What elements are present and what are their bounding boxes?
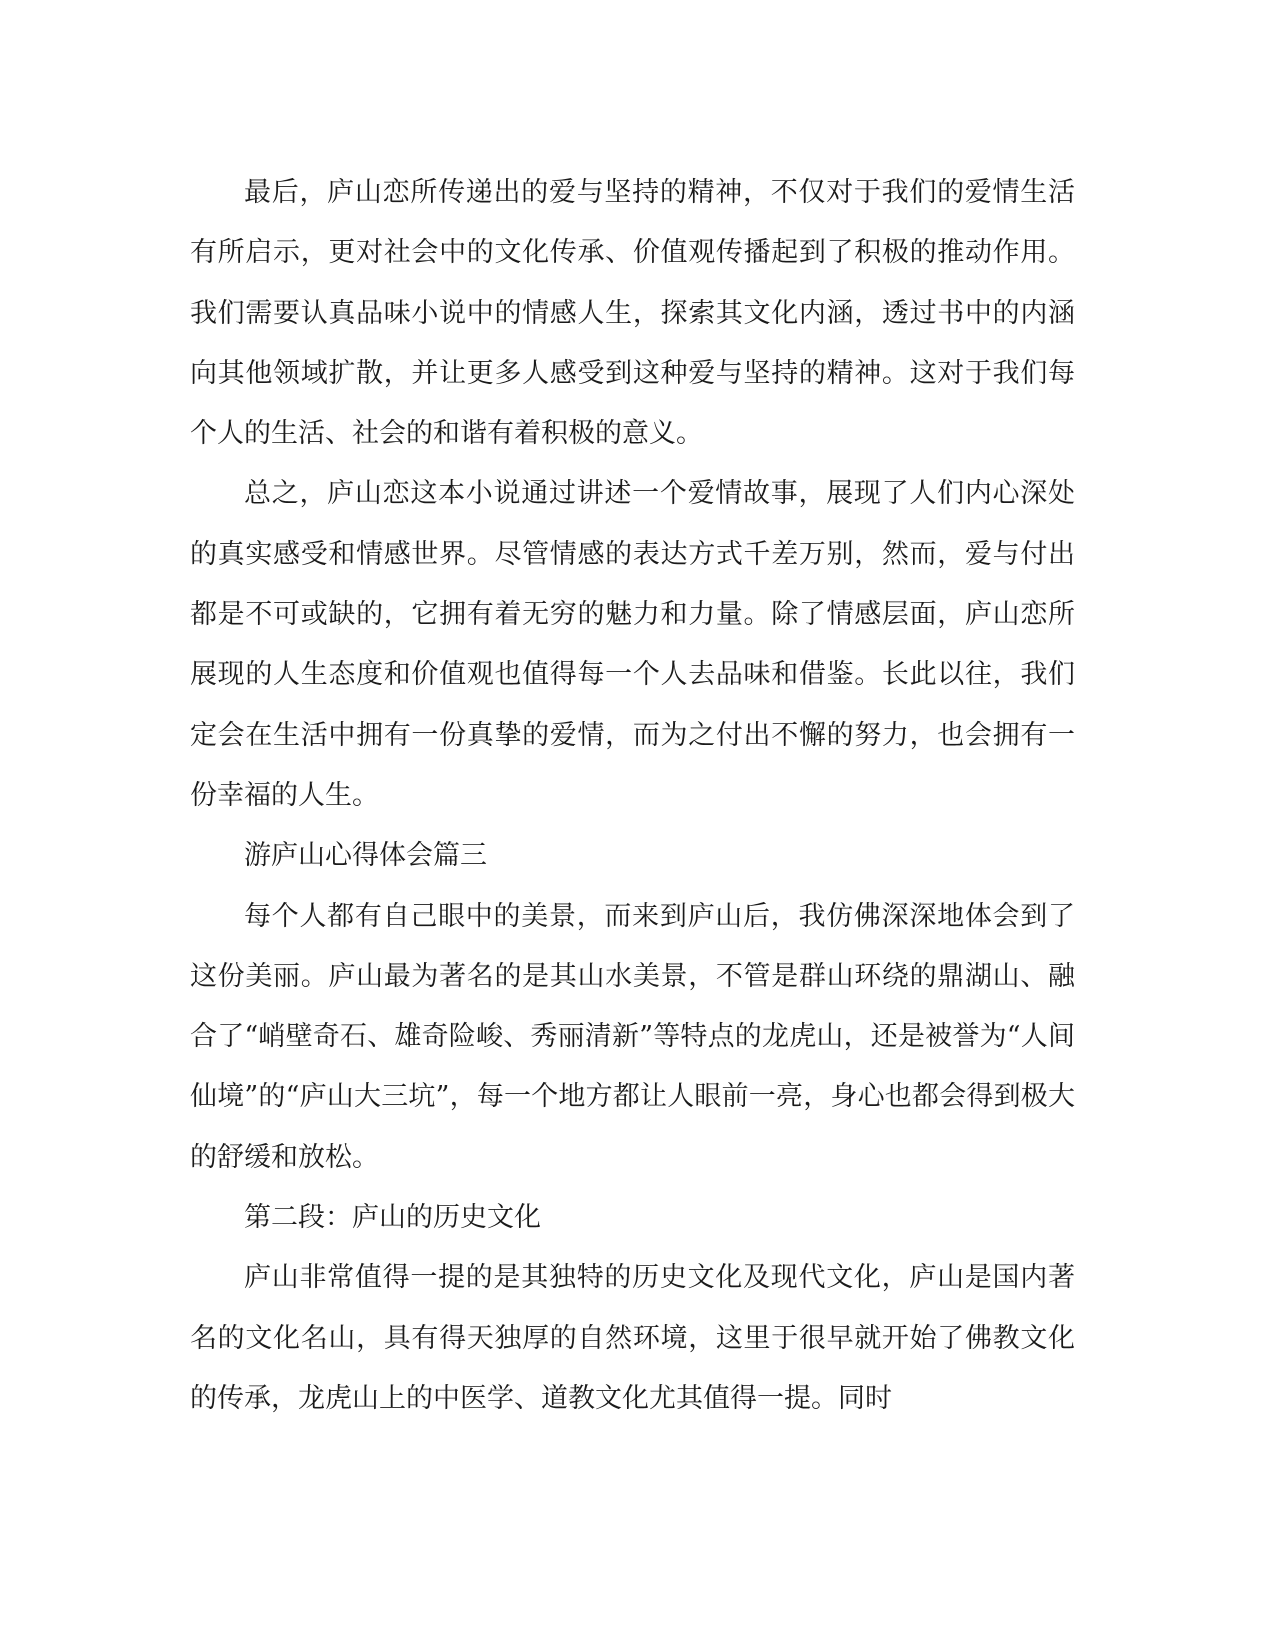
document-body <box>190 163 1075 1429</box>
paragraph-summary: 总之，庐山恋这本小说通过讲述一个爱情故事，展现了人们内心深处的真实感受和情感世界。尽管情感的表达方式千差万别，然而，爱与付出都是不可或缺的，它拥有着无穷的魅力和力量。除了情感层面，庐山恋所展现的人生态度和价值观也值得每一个人去品味和借鉴。长此以往，我们定会在生活中拥有一份真挚的爱情，而为之付出不懈的努力，也会拥有一份幸福的人生。 <box>190 478 1075 811</box>
paragraph-history-culture: 庐山非常值得一提的是其独特的历史文化及现代文化，庐山是国内著名的文化名山，具有得天独厚的自然环境，这里于很早就开始了佛教文化的传承，龙虎山上的中医学、道教文化尤其值得一提。同时 <box>190 1262 1075 1414</box>
paragraph-scenery: 每个人都有自己眼中的美景，而来到庐山后，我仿佛深深地体会到了这份美丽。庐山最为著名的是其山水美景，不管是群山环绕的鼎湖山、融合了“峭壁奇石、雄奇险峻、秀丽清新”等特点的龙虎山，还是被誉为“人间仙境”的“庐山大三坑”，每一个地方都让人眼前一亮，身心也都会得到极大的舒缓和放松。 <box>190 900 1075 1173</box>
section-heading-part-three: 游庐山心得体会篇三 <box>244 840 487 872</box>
paragraph-conclusion-spirit: 最后，庐山恋所传递出的爱与坚持的精神，不仅对于我们的爱情生活有所启示，更对社会中的文化传承、价值观传播起到了积极的推动作用。我们需要认真品味小说中的情感人生，探索其文化内涵，透过书中的内涵向其他领域扩散，并让更多人感受到这种爱与坚持的精神。这对于我们每个人的生活、社会的和谐有着积极的意义。 <box>190 177 1075 450</box>
section-heading-history-culture: 第二段：庐山的历史文化 <box>244 1202 541 1234</box>
